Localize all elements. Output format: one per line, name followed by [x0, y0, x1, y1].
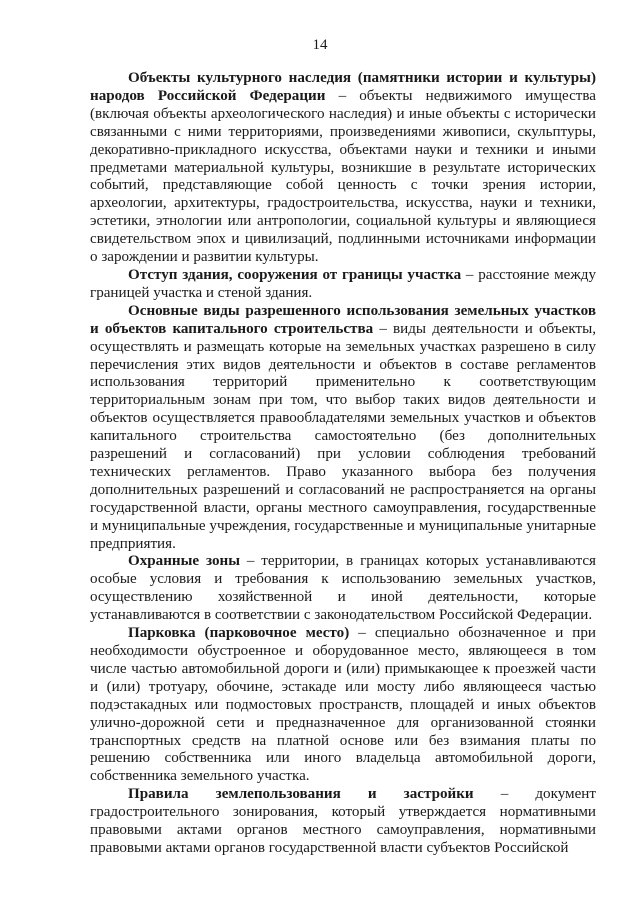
document-body — [90, 70, 596, 858]
definition-paragraph-building-setback — [90, 267, 596, 303]
definition-term: Парковка (парковочное место) — [128, 625, 350, 642]
definition-paragraph-permitted-use — [90, 303, 596, 554]
definition-text: – виды деятельности и объекты, осуществлять и размещать которые на земельных участках разрешено в силу перечисления этих видов деятельности и объектов в составе регламентов использования территорий применительно к соответствующим территориальным зонам при том, что выбор таких видов деятельности и объектов осуществляется правообладателями земельных участков и объектов капитального строительства самостоятельно (без дополнительных разрешений и согласований) при условии соблюдения требований технических регламентов. Право указанного выбора без получения дополнительных разрешений и согласований не распространяется на органы государственной власти, органы местного самоуправления, государственные и муниципальные учреждения, государственные и муниципальные унитарные предприятия. — [90, 320, 597, 552]
definition-term: Основные виды разрешенного использования земельных участков и объектов капитального строительства — [90, 302, 596, 337]
definition-text: – документ градостроительного зонирования, который утверждается нормативными правовыми актами органов местного самоуправления, нормативными правовыми актами органов государственной власти субъектов Российской — [90, 786, 596, 856]
definition-term: Объекты культурного наследия (памятники истории и культуры) народов Российской Федерации — [90, 70, 596, 104]
definition-text: – специально обозначенное и при необходимости обустроенное и оборудованное место, являющееся в том числе частью автомобильной дороги и (или) примыкающее к проезжей части и (или) тротуару, обочине, эстакаде или мосту либо являющееся частью подэстакадных или подмостовых пространств, площадей и иных объектов улично-дорожной сети и предназначенное для организованной стоянки транспортных средств на платной основе или без взимания платы по решению собственника или иного владельца автомобильной дороги, собственника земельного участка. — [90, 625, 596, 785]
definition-text: – территории, в границах которых устанавливаются особые условия и требования к использованию земельных участков, осуществлению хозяйственной и иной деятельности, которые устанавливаются в соответствии с законодательством Российской Федерации. — [90, 553, 596, 624]
definition-paragraph-parking — [90, 625, 596, 786]
definition-term: Правила землепользования и застройки — [128, 786, 474, 803]
definition-text: – расстояние между границей участка и стеной здания. — [90, 266, 596, 301]
definition-paragraph-protection-zones — [90, 553, 596, 625]
definition-term: Охранные зоны — [128, 553, 240, 570]
definition-paragraph-land-use-rules — [90, 786, 596, 858]
definition-text: – объекты недвижимого имущества (включая объекты археологического наследия) и иные объекты с исторически связанными с ними территориями, произведениями живописи, скульптуры, декоративно-прикладного искусства, объектами науки и техники и иными предметами материальной культуры, возникшие в результате исторических событий, представляющие собой ценность с точки зрения истории, археологии, архитектуры, градостроительства, искусства, науки и техники, эстетики, этнологии или антропологии, социальной культуры и являющиеся свидетельством эпох и цивилизаций, подлинными источниками информации о зарождении и развитии культуры. — [90, 87, 596, 266]
definition-paragraph-cultural-heritage — [90, 70, 596, 267]
page-number: 14 — [312, 37, 328, 53]
definition-term: Отступ здания, сооружения от границы участка — [128, 266, 462, 283]
